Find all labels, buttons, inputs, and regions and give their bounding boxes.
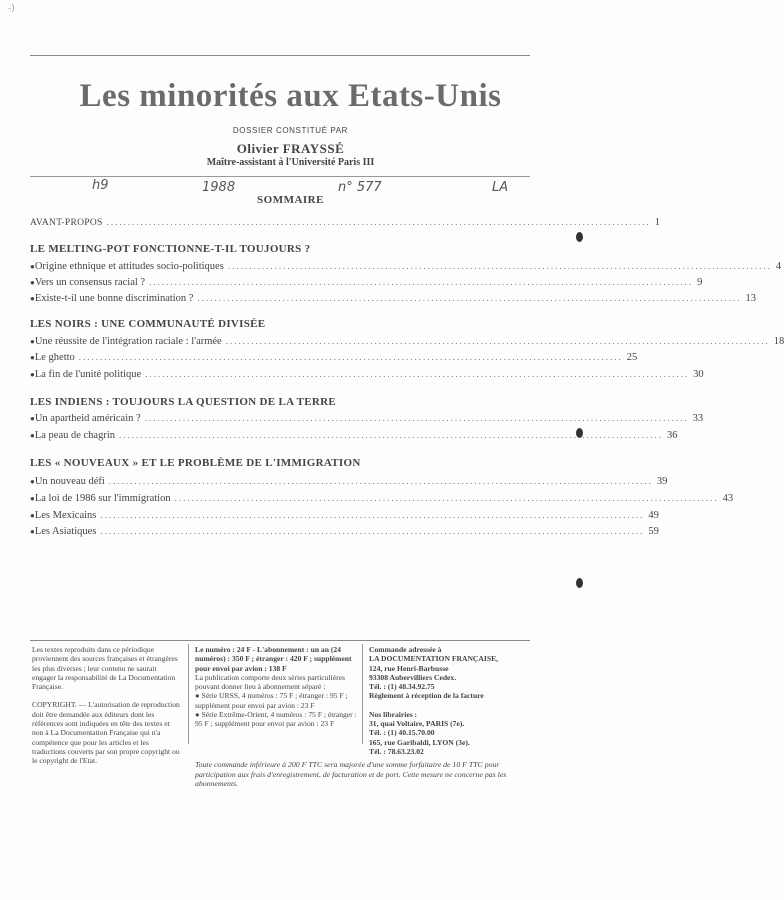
footer-ordering xyxy=(369,645,544,756)
toc-leader: ................................................................................................................................ xyxy=(100,510,645,520)
toc-label: La fin de l'unité politique xyxy=(34,369,142,380)
section-heading: LES NOIRS : UNE COMMUNAUTÉ DIVISÉE xyxy=(30,318,266,330)
disclaimer-text: Les textes reproduits dans ce périodique proviennent des sources françaises et étrangères les plus diverses ; leur contenu ne saurait engager la responsabilité de La Documentation Française. xyxy=(32,645,178,692)
toc-page: 25 xyxy=(626,352,638,363)
copyright-text: COPYRIGHT. — L'autorisation de reproduction doit être demandée aux éditeurs dont les références sont indiquées en tête des textes et non à La Documentation Française qui n'a compétence que pour les articles et les traductions couverts par son propre copyright ou le copyright de l'Etat. xyxy=(32,700,180,766)
toc-page: 36 xyxy=(667,430,678,441)
binding-hole xyxy=(576,578,583,588)
toc-label: Existe-t-il une bonne discrimination ? xyxy=(34,293,194,304)
toc-leader: ................................................................................................................................ xyxy=(108,476,653,486)
handwritten-note-right: LA xyxy=(492,180,509,195)
toc-item[interactable] xyxy=(30,526,659,540)
toc-label: Vers un consensus racial ? xyxy=(34,277,146,288)
toc-leader: ................................................................................................................................ xyxy=(106,217,651,227)
bullet-icon: ● xyxy=(30,431,35,440)
bookshop-line: Tél. : 78.63.23.02 xyxy=(369,746,424,756)
bullet-icon: ● xyxy=(195,710,202,720)
toc-item[interactable] xyxy=(30,430,678,444)
bookshop-line: 31, quai Voltaire, PARIS (7e). xyxy=(369,719,465,729)
footer-disclaimer xyxy=(32,645,182,766)
footer-order-note: Toute commande inférieure à 200 F TTC sera majorée d'une somme forfaitaire de 10 F TTC pour participation aux frais d'enregistrement, de facturation et de port. Cette mesure ne concerne pas les abonnements. xyxy=(195,760,507,789)
toc-label: La peau de chagrin xyxy=(34,430,116,441)
toc-label: Le ghetto xyxy=(34,352,75,363)
bookshop-line: Tél. : (1) 40.15.70.00 xyxy=(369,728,435,738)
toc-label: Un apartheid américain ? xyxy=(34,413,141,424)
toc-page: 9 xyxy=(697,277,703,288)
scan-corner-mark: -) xyxy=(8,4,15,14)
bullet-icon: ● xyxy=(30,527,35,536)
order-line: Tél. : (1) 48.34.92.75 xyxy=(369,682,435,692)
mid-rule xyxy=(30,176,530,177)
toc-leader: ................................................................................................................................ xyxy=(78,352,623,362)
bullet-icon: ● xyxy=(30,494,35,503)
toc-page: 33 xyxy=(692,413,704,424)
toc-leader: ................................................................................................................................ xyxy=(197,293,742,303)
footer-pricing xyxy=(195,645,357,729)
toc-label: Un nouveau défi xyxy=(34,476,105,487)
toc-page: 39 xyxy=(656,476,668,487)
toc-item[interactable] xyxy=(30,336,784,350)
toc-leader: ................................................................................................................................ xyxy=(174,493,719,503)
toc-page: 30 xyxy=(693,369,704,380)
handwritten-note-left: h9 xyxy=(92,178,109,193)
toc-leader: ................................................................................................................................ xyxy=(145,369,690,379)
handwritten-number: n° 577 xyxy=(338,180,382,195)
bullet-icon: ● xyxy=(30,414,35,423)
bullet-icon: ● xyxy=(30,294,35,303)
toc-leader: ................................................................................................................................ xyxy=(149,277,694,287)
toc-label: Les Asiatiques xyxy=(34,526,97,537)
order-line: Commande adressée à xyxy=(369,645,442,654)
toc-page: 13 xyxy=(745,293,756,304)
section-heading: LES « NOUVEAUX » ET LE PROBLÈME DE L'IMMIGRATION xyxy=(30,457,361,469)
bullet-icon: ● xyxy=(30,477,35,486)
toc-label: Une réussite de l'intégration raciale : l'armée xyxy=(34,336,222,347)
column-divider xyxy=(362,644,363,744)
serie-extreme-orient: Série Extrême-Orient, 4 numéros : 75 F ; étranger : 95 F ; supplément pour envoi par avion : 23 F xyxy=(195,710,357,729)
toc-label: Origine ethnique et attitudes socio-politiques xyxy=(34,261,224,272)
order-line: LA DOCUMENTATION FRANÇAISE, xyxy=(369,654,499,664)
bullet-icon: ● xyxy=(30,353,35,362)
bullet-icon: ● xyxy=(30,278,35,287)
author-role: Maître-assistant à l'Université Paris III xyxy=(206,157,375,168)
toc-item[interactable] xyxy=(30,476,668,490)
toc-page: 4 xyxy=(775,261,782,272)
sommaire-title: SOMMAIRE xyxy=(257,194,324,206)
toc-item[interactable] xyxy=(30,277,703,291)
toc-item[interactable] xyxy=(30,293,756,307)
toc-page: 43 xyxy=(722,493,734,504)
bullet-icon: ● xyxy=(30,511,35,520)
toc-item[interactable] xyxy=(30,493,734,507)
toc-avant-propos[interactable] xyxy=(30,217,660,231)
order-line: 93308 Aubervilliers Cedex. xyxy=(369,672,457,682)
pricing-bold: Le numéro : 24 F - L'abonnement : un an (24 numéros) : 350 F ; étranger : 420 F ; supplément pour envoi par avion : 138 F xyxy=(195,645,352,673)
toc-item[interactable] xyxy=(30,369,704,383)
toc-leader: ................................................................................................................................ xyxy=(225,336,770,346)
column-divider xyxy=(188,644,189,744)
toc-leader: ................................................................................................................................ xyxy=(144,413,689,423)
author-name: Olivier FRAYSSÉ xyxy=(236,141,345,156)
order-line: 124, rue Henri-Barbusse xyxy=(369,663,449,673)
toc-label: AVANT-PROPOS xyxy=(30,218,103,228)
serie-urss: Série URSS, 4 numéros : 75 F ; étranger : 95 F ; supplément pour envoi par avion : 23 F xyxy=(195,691,348,710)
toc-label: Les Mexicains xyxy=(34,510,97,521)
toc-leader: ................................................................................................................................ xyxy=(119,430,664,440)
pricing-intro: La publication comporte deux séries particulières pouvant donner lieu à abonnement séparé : xyxy=(195,672,345,692)
dossier-line: DOSSIER CONSTITUÉ PAR xyxy=(232,126,349,135)
section-heading: LE MELTING-POT FONCTIONNE-T-IL TOUJOURS ? xyxy=(30,243,311,255)
bookshop-line: 165, rue Garibaldi, LYON (3e). xyxy=(369,737,470,747)
toc-label: La loi de 1986 sur l'immigration xyxy=(34,493,171,504)
toc-page: 59 xyxy=(648,526,659,537)
toc-page: 49 xyxy=(648,510,659,521)
top-rule xyxy=(30,55,530,56)
handwritten-year: 1988 xyxy=(202,180,236,195)
bullet-icon: ● xyxy=(30,262,35,271)
toc-page: 18 xyxy=(773,336,784,347)
toc-page: 1 xyxy=(654,217,660,228)
toc-leader: ................................................................................................................................ xyxy=(100,526,645,536)
bullet-icon: ● xyxy=(30,337,35,346)
document-title: Les minorités aux Etats-Unis xyxy=(79,78,502,114)
toc-item[interactable] xyxy=(30,261,782,275)
binding-hole xyxy=(576,232,583,242)
footer-rule xyxy=(30,640,530,641)
toc-item[interactable] xyxy=(30,510,659,524)
bullet-icon: ● xyxy=(195,691,202,701)
order-line: Règlement à réception de la facture xyxy=(369,691,484,701)
bookshop-line: Nos librairies : xyxy=(369,709,418,719)
toc-leader: ................................................................................................................................ xyxy=(227,261,772,271)
toc-item[interactable] xyxy=(30,413,704,427)
section-heading: LES INDIENS : TOUJOURS LA QUESTION DE LA TERRE xyxy=(30,396,337,408)
toc-item[interactable] xyxy=(30,352,638,366)
bullet-icon: ● xyxy=(30,370,35,379)
